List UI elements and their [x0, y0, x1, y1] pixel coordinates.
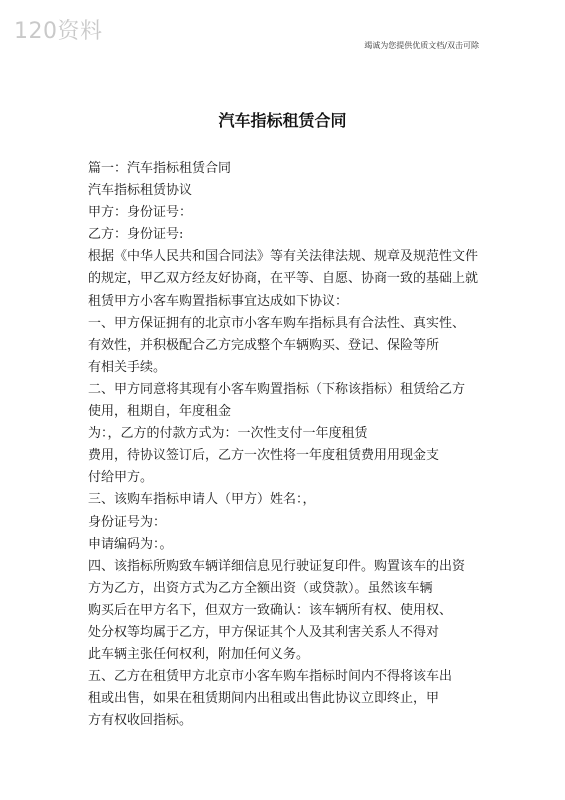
text-line: 的规定，甲乙双方经友好协商，在平等、自愿、协商一致的基础上就 [88, 271, 479, 287]
text-line: 申请编码为：。 [88, 536, 173, 552]
text-line: 付给甲方。 [88, 470, 154, 486]
text-line: 方为乙方，出资方式为乙方全额出资（或贷款）。虽然该车辆 [88, 580, 433, 596]
text-line: 乙方：身份证号: [88, 227, 184, 243]
text-line: 三、该购车指标申请人（甲方）姓名：， [88, 492, 316, 508]
text-line: 费用，待协议签订后，乙方一次性将一年度租赁费用用现金支 [88, 448, 440, 464]
text-line: 五、乙方在租赁甲方北京市小客车购车指标时间内不得将该车出 [88, 669, 453, 685]
text-line: 租或出售，如果在租赁期间内出租或出售此协议立即终止，甲 [88, 691, 440, 707]
text-line: 此车辆主张任何权利，附加任何义务。 [88, 647, 310, 663]
text-line: 有相关手续。 [88, 359, 167, 375]
text-line: 方有权收回指标。 [88, 713, 193, 729]
text-line: 甲方：身份证号： [88, 205, 193, 221]
text-line: 篇一：汽车指标租赁合同 [88, 161, 232, 176]
text-line: 为：，乙方的付款方式为：一次性支付一年度租赁 [88, 426, 368, 442]
text-line: 四、该指标所购致车辆详细信息见行驶证复印件。购置该车的出资 [88, 558, 466, 574]
document-body [88, 158, 483, 732]
header-note: 竭诚为您提供优质文档/双击可除 [364, 41, 479, 50]
text-line: 一、甲方保证拥有的北京市小客车购车指标具有合法性、真实性、 [88, 315, 466, 331]
text-line: 二、甲方同意将其现有小客车购置指标（下称该指标）租赁给乙方 [88, 381, 466, 397]
text-line: 使用，租期自，年度租金 [88, 404, 232, 420]
text-line: 处分权等均属于乙方，甲方保证其个人及其利害关系人不得对 [88, 624, 440, 640]
watermark-logo: 120资料 [14, 19, 103, 44]
text-line: 租赁甲方小客车购置指标事宜达成如下协议： [88, 293, 349, 309]
text-line: 汽车指标租赁协议 [88, 183, 193, 199]
text-line: 身份证号为： [88, 514, 167, 530]
text-line: 根据《中华人民共和国合同法》等有关法律法规、规章及规范性文件 [88, 249, 479, 265]
text-line: 购买后在甲方名下，但双方一致确认：该车辆所有权、使用权、 [88, 602, 453, 618]
text-line: 有效性，并积极配合乙方完成整个车辆购买、登记、保险等所 [88, 337, 440, 353]
document-title: 汽车指标租赁合同 [218, 111, 347, 130]
